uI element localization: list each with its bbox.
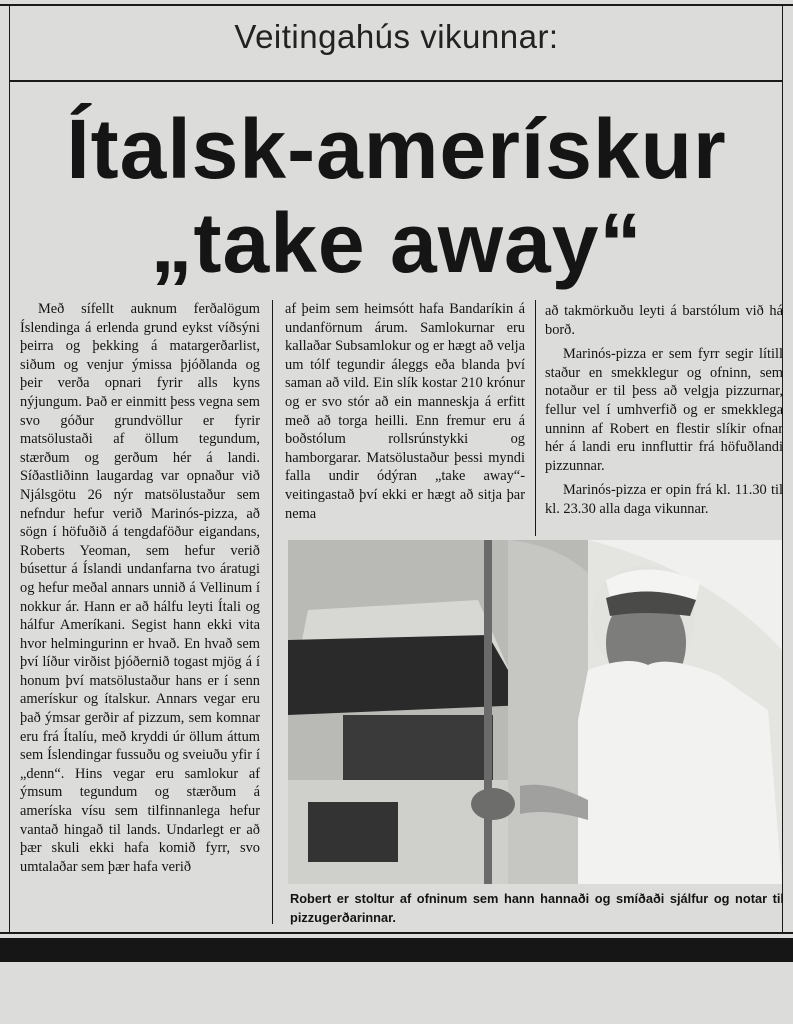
article-column-3 (545, 302, 783, 519)
bottom-rule (0, 932, 793, 934)
column-3-paragraph-2: Marinós-pizza er sem fyrr segir lítill staður en smekklegur og ofninn, sem notaður er til þess að velgja pizzurnar, fellur vel í umhverfið og er smekklega unninn af Robert en flestir slíkir ofnar hér á landi eru innfluttir frá höfuðlandi pizzunnar. (545, 346, 783, 474)
page-bottom-bar (0, 938, 793, 962)
column-3-paragraph-1: að takmörkuðu leyti á barstólum við há borð. (545, 303, 783, 338)
photo-caption: Robert er stoltur af ofninum sem hann hannaði og smíðaði sjálfur og notar til pizzugerðarinnar. (290, 891, 784, 925)
column-divider-2 (535, 300, 536, 536)
column-divider-1 (272, 300, 273, 924)
photo-illustration (288, 540, 782, 884)
kicker-divider (10, 80, 782, 82)
headline-line-2: „take away“ (150, 196, 643, 290)
article-column-1 (20, 300, 260, 876)
article-column-2 (285, 300, 525, 523)
column-1-paragraph: Með sífellt auknum ferðalögum Íslendinga á erlenda grund eykst víðsýni þeirra og þekking á matargerðarlist, siðum og venjur ýmissa þjóðlanda og þeir verða opnari fyrir alls kyns nýjungum. Það er einmitt þess vegna sem svo góður grundvöllur er fyrir matsölustaði af öllum tegundum, stærðum og gerðum hér á landi. Síðastliðinn laugardag var opnaður við Njálsgötu 26 nýr matsölustaður sem nefndur hefur verið Marinós-pizza, að sögn í höfuðið á tengdaföður eigandans, Roberts Yeoman, sem hefur verið búsettur á Íslandi undanfarna tvo áratugi og hefur meðal annars unnið á Vellinum í nokkur ár. Hann er að hálfu leyti Ítali og hálfur Ameríkani. Segist hann ekki vita hvor helmingurinn er hvað. En hvað sem því líður virðist þjóðernið togast mjög á í honum því matsölustaður hans er í senn amerískur og ítalskur. Annars vegar eru það ýmsar gerðir af pizzum, sem komnar eru frá Ítalíu, með kryddi úr öllum áttum sem Íslendingar fussuðu og sveiuðu yfir í „denn“. Hins vegar eru samlokur af ýmsum tegundum og stærðum á ameríska vísu sem tilfinnanlega hefur vantað hingað til lands. Undarlegt er að þær skuli ekki hafa komið fyrr, svo umtalaðar sem þær hafa verið (20, 301, 260, 875)
article-photo (288, 540, 782, 884)
top-border-rule (0, 4, 793, 6)
column-2-paragraph: af þeim sem heimsótt hafa Bandaríkin á undanförnum árum. Samlokurnar eru kallaðar Subsamlokur og er hægt að velja um tólf tegundir áleggs eða blanda því saman að vild. Ein slík kostar 210 krónur og er svo stór að ein manneskja á erfitt með að torga heilli. Enn fremur eru á boðstólum rollsrúnstykki og hamborgarar. Matsölustaður þessi myndi falla undir ódýran „take away“-veitingastað því ekki er hægt að sitja þar nema (285, 301, 525, 522)
headline-line-1: Ítalsk-amerískur (66, 102, 727, 196)
column-3-paragraph-3: Marinós-pizza er opin frá kl. 11.30 til kl. 23.30 alla daga vikunnar. (545, 482, 783, 517)
section-kicker: Veitingahús vikunnar: (234, 18, 559, 55)
